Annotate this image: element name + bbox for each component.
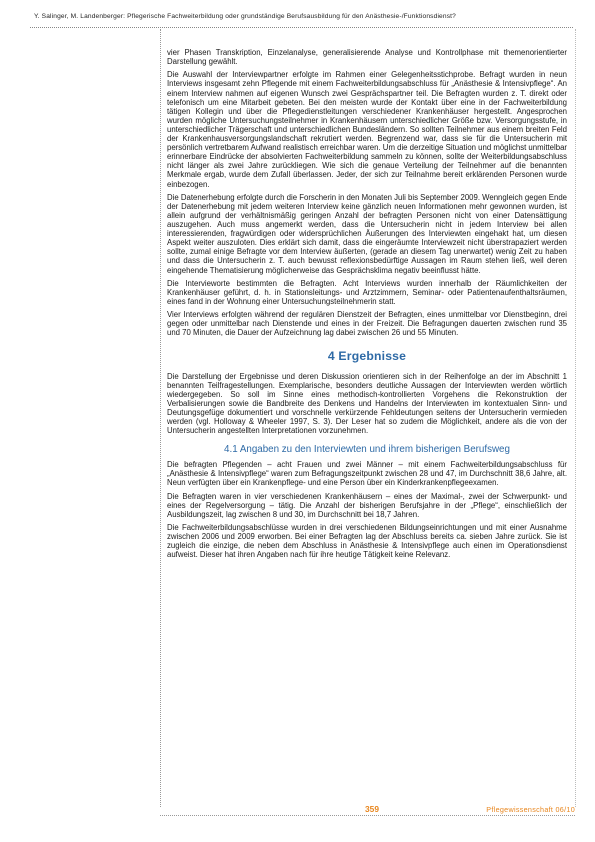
paragraph: Die Datenerhebung erfolgte durch die Forscherin in den Monaten Juli bis September 2009. Wenngleich gegen Ende der Datenerhebung mit jedem weiteren Interview keine gänzlich neuen Informationen mehr gewonnen wurden, ist allein aufgrund der verhältnismäßig geringen Anzahl der befragten Personen nicht von einer Datensättigung auszugehen. Auch muss angemerkt werden, dass die Untersucherin nicht in jedem Interview bei allen interessierenden, fragwürdigen oder widersprüchlichen Äußerungen des Interviewten eingehakt hat, um diesen Aspekt weiter auszuloten. Dies erklärt sich damit, dass die eingeräumte Interviewzeit nicht überstrapaziert werden sollte, zumal einige Befragte vor dem Interview äußerten, (gerade an diesem Tag unerwartet) wenig Zeit zu haben und dass die Untersucherin z. T. auch bewusst reflexionsbedürftige Aussagen im Raum stehen ließ, weil deren eingehende Thematisierung möglicherweise das Gesprächsklima negativ beeinflusst hätte. <box>167 192 567 275</box>
paragraph: Die Auswahl der Interviewpartner erfolgte im Rahmen einer Gelegenheitsstichprobe. Befragt wurden in neun Interviews insgesamt zehn Pflegende mit einem Fachweiterbildungsabschluss für „Anästhesie & Intensivpflege“. An einem Interview nahmen auf eigenen Wunsch zwei Gesprächspartner teil. Die Befragten wurden z. T. direkt oder telefonisch um eine Mitarbeit gebeten. Bei den meisten wurde der Kontakt über eine in der Fachweiterbildung tätigen Kollegin und über die Pflegedienstleitungen verschiedener Krankenhäuser hergestellt. Angesprochen wurden mögliche Untersuchungsteilnehmer in Krankenhäusern unterschiedlicher Größe bzw. Versorgungsstufe, in unterschiedlicher Trägerschaft und unterschiedlichen Bundesländern. So sollten Teilnehmer aus einem breiten Feld der Krankenhausversorgungslandschaft rekrutiert werden. Begrenzend war, dass sie für die Untersucherin mit persönlich vertretbarem Aufwand realistisch erreichbar waren. Um die derzeitige Situation und möglichst unmittelbar erinnerbare Eindrücke der absolvierten Fachweiterbildung sammeln zu können, sollte der Weiterbildungsabschluss nicht länger als zwei Jahre zurückliegen. Wie sich die genaue Verteilung der Teilnehmer auf die benannten Merkmale ergab, wurde dem Zufall überlassen. Jeder, der sich zur Teilnahme bereit erklärenden Personen wurde einbezogen. <box>167 70 567 189</box>
article-body <box>167 48 567 564</box>
page-footer <box>0 804 595 824</box>
journal-reference: Pflegewissenschaft 06/10 <box>486 805 575 814</box>
page-number: 359 <box>365 804 379 814</box>
paragraph: Die Darstellung der Ergebnisse und deren Diskussion orientieren sich in der Reihenfolge an der im Abschnitt 1 benannten Teilfragestellungen. Exemplarische, besonders deutliche Aussagen der Interviewten werden wörtlich wiedergegeben. So soll im Sinne eines methodisch-kontrollierten Vorgehens die Rekonstruktion der Verbalisierungen sowie die Bandbreite des Denkens und Handelns der Interviewten im kontextualen Sinn- und Deutungsgefüge dokumentiert und vorschnelle verkürzende Fehldeutungen seitens der Untersucherin vermieden werden (vgl. Holloway & Wheeler 1997, S. 3). Der Leser hat so zudem die Möglichkeit, andere als die von der Untersucherin angestellten Interpretationen vorzunehmen. <box>167 371 567 436</box>
right-margin-rule <box>575 29 576 807</box>
paragraph: Die Intervieworte bestimmten die Befragten. Acht Interviews wurden innerhalb der Räumlichkeiten der Krankenhäuser geführt, d. h. in Stationsleitungs- und Arztzimmern, Seminar- oder Patientenaufenthaltsräumen, eines fand in der Wohnung einer Untersuchungsteilnehmerin statt. <box>167 278 567 306</box>
paragraph: vier Phasen Transkription, Einzelanalyse, generalisierende Analyse und Kontrollphase mit themenorientierter Darstellung gewählt. <box>167 48 567 67</box>
running-head: Y. Salinger, M. Landenberger: Pflegerische Fachweiterbildung oder grundständige Berufsausbildung für den Anästhesie-/Funktionsdienst? <box>34 13 456 20</box>
left-margin-rule <box>160 29 161 807</box>
paragraph: Die Befragten waren in vier verschiedenen Krankenhäusern – eines der Maximal-, zwei der Schwerpunkt- und eines der Regelversorgung – tätig. Die Anzahl der bisherigen Berufsjahre in der „Pflege“, einschließlich der Ausbildungszeit, lag zwischen 8 und 30, im Durchschnitt bei 18,7 Jahren. <box>167 491 567 519</box>
paragraph: Vier Interviews erfolgten während der regulären Dienstzeit der Befragten, eines unmittelbar vor Dienstbeginn, drei gegen oder unmittelbar nach Dienstende und eines in der Freizeit. Die Befragungen dauerten zwischen rund 35 und 70 Minuten, die Dauer der Aufzeichnung lag dabei zwischen 26 und 55 Minuten. <box>167 310 567 338</box>
footer-rule <box>160 815 575 816</box>
paragraph: Die befragten Pflegenden – acht Frauen und zwei Männer – mit einem Fachweiterbildungsabschluss für „Anästhesie & Intensivpflege“ waren zum Befragungszeitpunkt zwischen 28 und 47, im Durchschnitt 38,6 Jahre, alt. Neun verfügten über ein Krankenpflege- und eine Person über ein Kinderkrankenpflegeexamen. <box>167 460 567 488</box>
header-rule <box>30 27 573 28</box>
paragraph: Die Fachweiterbildungsabschlüsse wurden in drei verschiedenen Bildungseinrichtungen und mit einer Ausnahme zwischen 2006 und 2009 erworben. Bei einer Befragten lag der Abschluss bereits ca. sieben Jahre zurück. Sie ist zugleich die einzige, die neben dem Abschluss in Anästhesie & Intensivpflege auch einen im Operationsdienst aufweist. Dieser hat ihren Angaben nach für ihre heutige Tätigkeit keine Relevanz. <box>167 523 567 560</box>
section-heading: 4 Ergebnisse <box>327 348 407 363</box>
subsection-heading: 4.1 Angaben zu den Interviewten und ihrem bisherigen Berufsweg <box>224 444 510 456</box>
